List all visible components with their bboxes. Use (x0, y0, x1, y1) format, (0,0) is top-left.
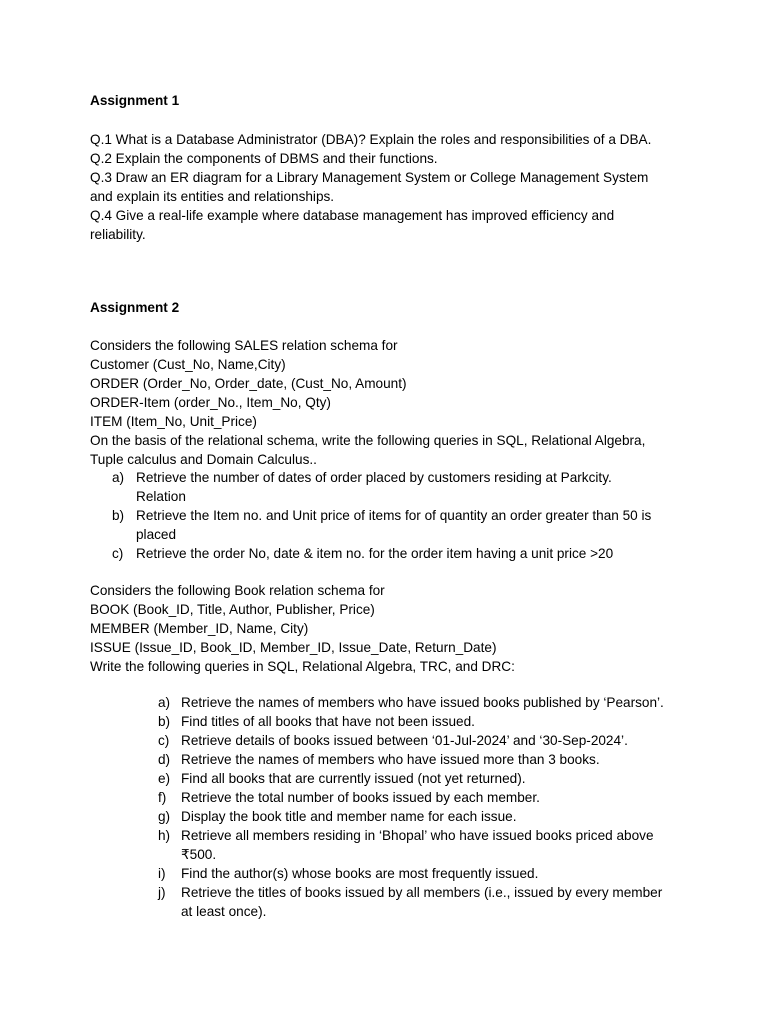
question-line: Q.1 What is a Database Administrator (DBA)? Explain the roles and responsibilities of a DBA. (90, 132, 652, 147)
list-item-line: Retrieve the titles of books issued by all members (i.e., issued by every member (181, 885, 663, 900)
list-item-line: ₹500. (181, 847, 217, 862)
list-item (0, 826, 768, 864)
schema-line: Considers the following Book relation schema for (90, 583, 385, 598)
question-line: Q.2 Explain the components of DBMS and their functions. (90, 151, 438, 166)
list-item-text (181, 750, 600, 769)
list-item (0, 788, 768, 807)
list-item-line: Display the book title and member name for each issue. (181, 809, 517, 824)
list-item-text (136, 544, 613, 563)
schema-line: ORDER (Order_No, Order_date, (Cust_No, Amount) (90, 376, 407, 391)
list-item-line: Retrieve the order No, date & item no. for the order item having a unit price >20 (136, 546, 614, 561)
list-item (0, 807, 768, 826)
list-item-text (136, 468, 612, 506)
list-item (0, 544, 768, 563)
list-item-line: Find all books that are currently issued (not yet returned). (181, 771, 526, 786)
list-item-line: Retrieve the total number of books issued by each member. (181, 790, 540, 805)
list-item-line: Retrieve the number of dates of order placed by customers residing at Parkcity. (136, 470, 612, 485)
list-item (0, 769, 768, 788)
list-item-text (181, 883, 662, 921)
list-item-text (181, 731, 628, 750)
assignment-2-section (90, 298, 690, 317)
schema-line: Considers the following SALES relation schema for (90, 338, 398, 353)
assignment-2-heading: Assignment 2 (90, 300, 180, 315)
list-item (0, 712, 768, 731)
list-item-label: g) (158, 809, 171, 824)
question-line: Q.4 Give a real-life example where database management has improved efficiency and (90, 208, 615, 223)
assignment-1-questions (90, 130, 690, 244)
list-item-label: b) (158, 714, 171, 729)
list-item-label: d) (158, 752, 171, 767)
list-item-label: j) (158, 885, 166, 900)
question-line: and explain its entities and relationships. (90, 189, 335, 204)
list-item-line: at least once). (181, 904, 267, 919)
schema-line: BOOK (Book_ID, Title, Author, Publisher, Price) (90, 602, 375, 617)
schema-line: On the basis of the relational schema, write the following queries in SQL, Relational Algebra, (90, 433, 646, 448)
book-schema-intro (90, 581, 690, 676)
list-item-line: placed (136, 527, 177, 542)
schema-line: Tuple calculus and Domain Calculus.. (90, 452, 317, 467)
sales-schema-intro (90, 336, 690, 469)
list-item-text (181, 712, 475, 731)
list-item-line: Relation (136, 489, 186, 504)
list-item-label: e) (158, 771, 171, 786)
schema-line: Write the following queries in SQL, Relational Algebra, TRC, and DRC: (90, 659, 515, 674)
list-item-line: Retrieve all members residing in ‘Bhopal’ who have issued books priced above (181, 828, 654, 843)
list-item (0, 468, 768, 506)
list-item-text (181, 864, 538, 883)
list-item-line: Retrieve the Item no. and Unit price of items for of quantity an order greater than 50 is (136, 508, 652, 523)
list-item-text (181, 769, 526, 788)
list-item-text (181, 693, 664, 712)
list-item-label: f) (158, 790, 167, 805)
list-item (0, 750, 768, 769)
assignment-1-section (90, 91, 690, 110)
schema-line: ISSUE (Issue_ID, Book_ID, Member_ID, Issue_Date, Return_Date) (90, 640, 497, 655)
list-item-text (181, 826, 654, 864)
list-item (0, 693, 768, 712)
list-item-label: a) (112, 470, 125, 485)
sales-query-list (0, 468, 768, 563)
list-item (0, 506, 768, 544)
list-item-line: Retrieve details of books issued between ‘01-Jul-2024’ and ‘30-Sep-2024’. (181, 733, 628, 748)
schema-line: MEMBER (Member_ID, Name, City) (90, 621, 309, 636)
assignment-1-heading: Assignment 1 (90, 93, 180, 108)
list-item-label: c) (158, 733, 170, 748)
list-item-line: Retrieve the names of members who have issued books published by ‘Pearson’. (181, 695, 664, 710)
list-item-text (181, 788, 540, 807)
list-item (0, 883, 768, 921)
list-item (0, 731, 768, 750)
list-item-line: Retrieve the names of members who have issued more than 3 books. (181, 752, 600, 767)
list-item-text (136, 506, 651, 544)
list-item-label: c) (112, 546, 124, 561)
schema-line: ORDER-Item (order_No., Item_No, Qty) (90, 395, 331, 410)
list-item-label: a) (158, 695, 171, 710)
schema-line: ITEM (Item_No, Unit_Price) (90, 414, 257, 429)
list-item-text (181, 807, 516, 826)
list-item-line: Find titles of all books that have not been issued. (181, 714, 475, 729)
book-query-list (0, 693, 768, 921)
question-line: reliability. (90, 227, 146, 242)
list-item-label: b) (112, 508, 125, 523)
list-item-label: i) (158, 866, 166, 881)
schema-line: Customer (Cust_No, Name,City) (90, 357, 286, 372)
question-line: Q.3 Draw an ER diagram for a Library Management System or College Management System (90, 170, 649, 185)
list-item (0, 864, 768, 883)
list-item-label: h) (158, 828, 171, 843)
list-item-line: Find the author(s) whose books are most frequently issued. (181, 866, 539, 881)
